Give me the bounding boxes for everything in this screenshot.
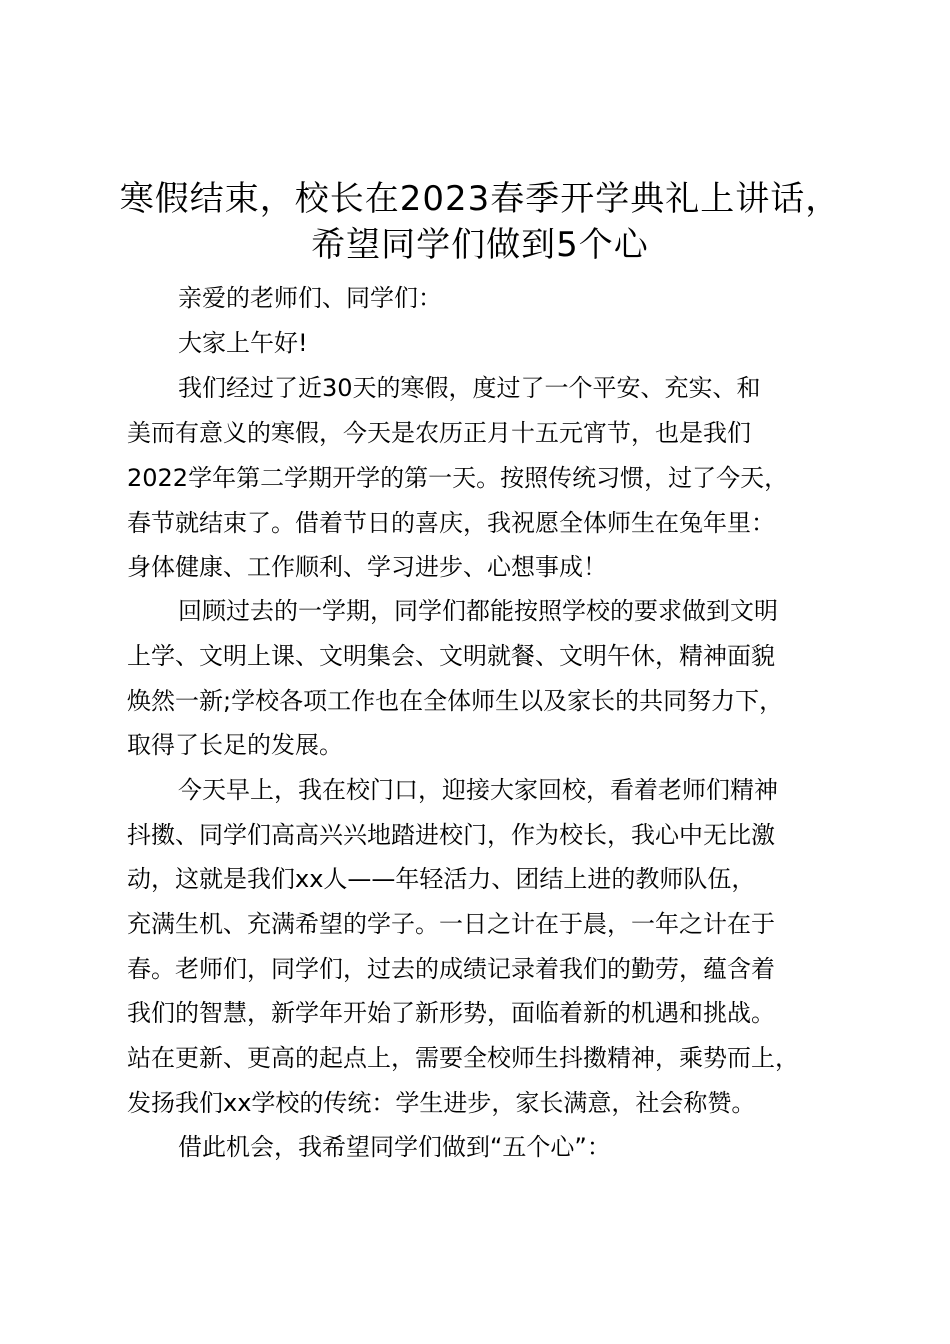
salutation-line: 亲爱的老师们、同学们： [178, 284, 442, 312]
body-line: 今天早上，我在校门口，迎接大家回校，看着老师们精神 [178, 776, 778, 804]
body-line: 回顾过去的一学期，同学们都能按照学校的要求做到文明 [178, 597, 778, 625]
body-line: 借此机会，我希望同学们做到“五个心”： [178, 1133, 611, 1161]
body-line: 发扬我们xx学校的传统：学生进步，家长满意，社会称赞。 [127, 1089, 756, 1117]
body-line: 站在更新、更高的起点上，需要全校师生抖擞精神，乘势而上， [127, 1044, 799, 1072]
body-line: 美而有意义的寒假，今天是农历正月十五元宵节，也是我们 [127, 419, 751, 447]
body-line: 取得了长足的发展。 [127, 731, 343, 759]
greeting-line: 大家上午好! [178, 329, 308, 357]
body-line: 我们的智慧，新学年开始了新形势，面临着新的机遇和挑战。 [127, 999, 775, 1027]
body-line: 身体健康、工作顺利、学习进步、心想事成！ [127, 553, 607, 581]
body-line: 春节就结束了。借着节日的喜庆，我祝愿全体师生在兔年里： [127, 509, 775, 537]
body-line: 焕然一新;学校各项工作也在全体师生以及家长的共同努力下， [127, 687, 784, 715]
body-line: 抖擞、同学们高高兴兴地踏进校门，作为校长，我心中无比激 [127, 821, 775, 849]
body-line: 上学、文明上课、文明集会、文明就餐、文明午休，精神面貌 [127, 642, 775, 670]
document-title-line-1: 寒假结束，校长在2023春季开学典礼上讲话， [119, 179, 841, 219]
body-line: 春。老师们，同学们，过去的成绩记录着我们的勤劳，蕴含着 [127, 955, 775, 983]
body-line: 2022学年第二学期开学的第一天。按照传统习惯，过了今天， [127, 464, 789, 492]
body-line: 我们经过了近30天的寒假，度过了一个平安、充实、和 [178, 374, 761, 402]
body-line: 动，这就是我们xx人——年轻活力、团结上进的教师队伍， [127, 865, 756, 893]
document-title-line-2: 希望同学们做到5个心 [311, 225, 649, 265]
body-line: 充满生机、充满希望的学子。一日之计在于晨，一年之计在于 [127, 910, 775, 938]
